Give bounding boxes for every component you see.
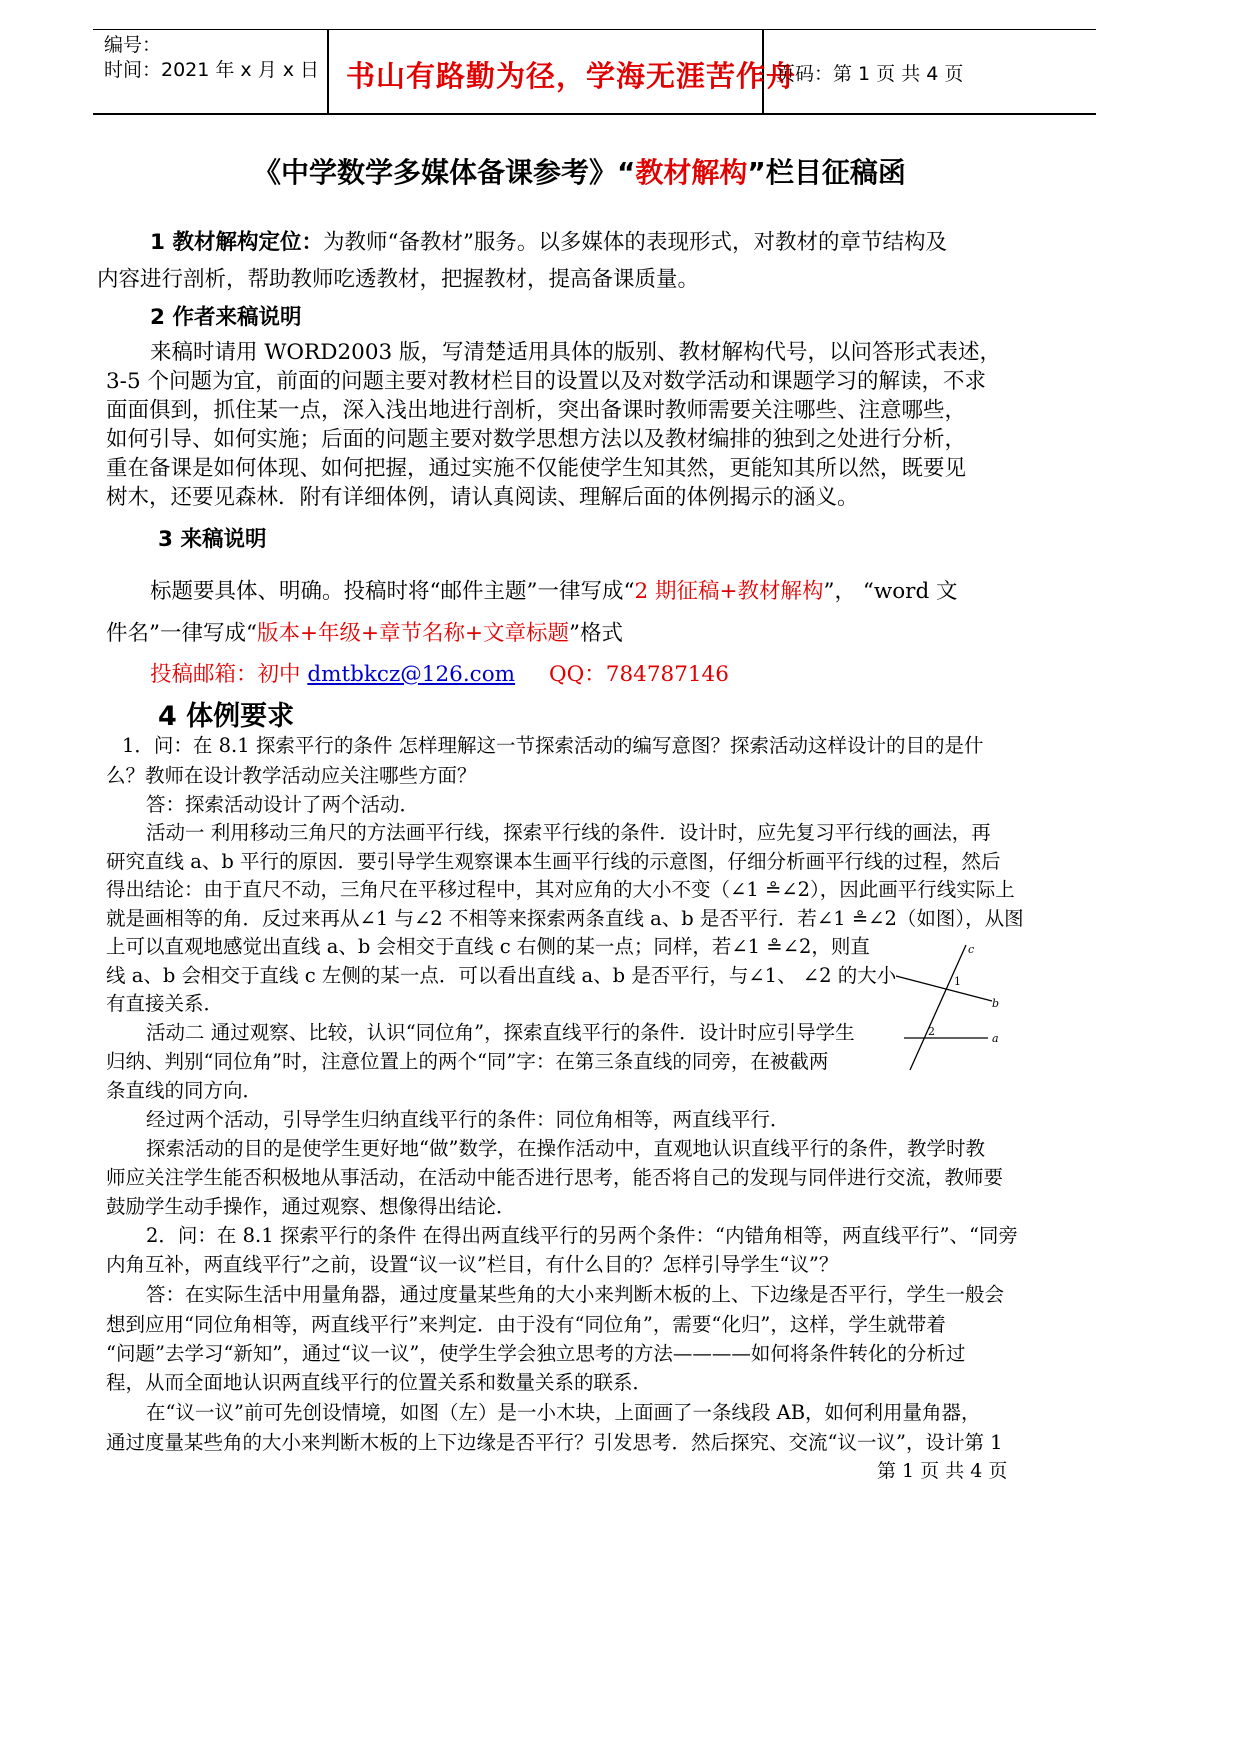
sec1-label: 1 教材解构定位： — [150, 230, 323, 255]
sec4-line: “问题”去学习“新知”，通过“议一议”，使学生学会独立思考的方法————如何将条件转化的分析过 — [106, 1342, 966, 1365]
header-top-rule — [93, 29, 1096, 30]
header-motto: 书山有路勤为径，学海无涯苦作舟 — [346, 59, 797, 93]
sec4-line: 线 a、b 会相交于直线 c 左侧的某一点．可以看出直线 a、b 是否平行，与∠1、 ∠2 的大小 — [106, 964, 897, 987]
sec4-line: 在“议一议”前可先创设情境，如图（左）是一小木块，上面画了一条线段 AB，如何利用量角器， — [146, 1401, 981, 1424]
sec4-heading: 4 体例要求 — [158, 701, 295, 732]
page-title — [253, 151, 906, 191]
sec4-line: 归纳、判别“同位角”时，注意位置上的两个“同”字：在第三条直线的同旁，在被截两 — [106, 1050, 829, 1073]
title-part1: 《中学数学多媒体备课参考》“ — [253, 156, 636, 189]
sec3-contact — [150, 658, 729, 692]
mail-label: 投稿邮箱：初中 — [150, 662, 308, 687]
header-divider-left — [327, 29, 329, 114]
sec4-line: 1．问：在 8.1 探索平行的条件 怎样理解这一节探索活动的编写意图？探索活动这样设计的目的是什 — [122, 734, 984, 757]
line-b — [896, 976, 992, 1001]
sec4-line: 上可以直观地感觉出直线 a、b 会相交于直线 c 右侧的某一点；同样，若∠1 ≗∠2，则直 — [106, 935, 870, 958]
sec3-l2b: 版本+年级+章节名称+文章标题 — [256, 621, 570, 646]
sec3-l2a: 件名”一律写成“ — [106, 621, 257, 646]
sec3-heading: 3 来稿说明 — [158, 527, 267, 552]
sec4-line: 内角互补，两直线平行”之前，设置“议一议”栏目，有什么目的？怎样引导学生“议”？ — [106, 1253, 839, 1276]
sec4-line: 经过两个活动，引导学生归纳直线平行的条件：同位角相等，两直线平行． — [146, 1108, 790, 1131]
sec2-line: 3-5 个问题为宜，前面的问题主要对教材栏目的设置以及对数学活动和课题学习的解读，不求 — [106, 369, 986, 394]
qq-number: QQ：784787146 — [549, 662, 729, 687]
sec2-line: 如何引导、如何实施；后面的问题主要对数学思想方法以及教材编排的独到之处进行分析， — [106, 427, 967, 452]
sec4-line: 活动二 通过观察、比较，认识“同位角”，探索直线平行的条件．设计时应引导学生 — [146, 1021, 855, 1044]
sec4-line: 鼓励学生动手操作，通过观察、想像得出结论． — [106, 1195, 516, 1218]
sec3-l2c: ”格式 — [569, 621, 624, 646]
sec2-line: 面面俱到，抓住某一点，深入浅出地进行剖析，突出备课时教师需要关注哪些、注意哪些， — [106, 398, 967, 423]
label-1: 1 — [954, 975, 961, 988]
sec4-line: 得出结论：由于直尺不动，三角尺在平移过程中，其对应角的大小不变（∠1 ≗∠2），因此画平行线实际上 — [106, 878, 1015, 901]
sec4-line: 答：在实际生活中用量角器，通过度量某些角的大小来判断木板的上、下边缘是否平行，学生一般会 — [146, 1283, 1005, 1306]
sec4-line: 研究直线 a、b 平行的原因．要引导学生观察课本生画平行线的示意图，仔细分析画平行线的过程，然后 — [106, 850, 1001, 873]
sec2-line: 树木，还要见森林．附有详细体例，请认真阅读、理解后面的体例揭示的涵义。 — [106, 485, 859, 510]
sec3-line1 — [150, 575, 958, 609]
sec4-line: 2．问：在 8.1 探索平行的条件 在得出两直线平行的另两个条件：“内错角相等，两直线平行”、“同旁 — [146, 1224, 1018, 1247]
title-part3: ”栏目征稿函 — [747, 156, 906, 189]
sec4-line: 程，从而全面地认识两直线平行的位置关系和数量关系的联系． — [106, 1371, 653, 1394]
sec3-l1a: 标题要具体、明确。投稿时将“邮件主题”一律写成“ — [150, 579, 635, 604]
sec1-line1 — [150, 226, 947, 260]
sec2-line: 来稿时请用 WORD2003 版，写清楚适用具体的版别、教材解构代号，以问答形式表述， — [150, 340, 1002, 365]
label-2: 2 — [928, 1025, 935, 1038]
sec4-line: 就是画相等的角．反过来再从∠1 与∠2 不相等来探索两条直线 a、b 是否平行．若∠1 ≗∠2（如图），从图 — [106, 907, 1024, 930]
sec4-line: 么？教师在设计教学活动应关注哪些方面？ — [106, 764, 477, 787]
header-page-number: 页码：第 1 页 共 4 页 — [776, 63, 964, 85]
sec4-line: 活动一 利用移动三角尺的方法画平行线，探索平行线的条件．设计时，应先复习平行线的画法，再 — [146, 821, 991, 844]
sec4-line: 师应关注学生能否积极地从事活动，在活动中能否进行思考，能否将自己的发现与同伴进行交流，教师要 — [106, 1166, 1004, 1189]
header-serial: 编号： — [104, 34, 162, 56]
sec1-text1: 为教师“备教材”服务。以多媒体的表现形式，对教材的章节结构及 — [322, 230, 947, 255]
sec4-line: 答：探索活动设计了两个活动． — [146, 793, 420, 816]
sec4-line: 探索活动的目的是使学生更好地“做”数学，在操作活动中，直观地认识直线平行的条件，教学时教 — [146, 1137, 985, 1160]
sec3-line2 — [106, 617, 623, 651]
parallel-lines-figure — [880, 935, 1030, 1075]
sec3-l1c: ”， “word 文 — [823, 579, 958, 604]
page-footer: 第 1 页 共 4 页 — [877, 1460, 1008, 1482]
sec4-line: 通过度量某些角的大小来判断木板的上下边缘是否平行？引发思考．然后探究、交流“议一议”，设计第 1 — [106, 1431, 1003, 1454]
title-highlight: 教材解构 — [635, 156, 748, 189]
label-b: b — [992, 997, 1000, 1010]
line-c — [910, 945, 966, 1070]
label-c: c — [968, 943, 975, 956]
sec1-line2: 内容进行剖析，帮助教师吃透教材，把握教材，提高备课质量。 — [97, 267, 700, 292]
sec2-line: 重在备课是如何体现、如何把握，通过实施不仅能使学生知其然，更能知其所以然，既要见 — [106, 456, 967, 481]
header-time: 时间：2021 年 x 月 x 日 — [104, 59, 320, 81]
label-a: a — [992, 1032, 999, 1045]
header-bottom-rule — [93, 113, 1096, 115]
sec2-heading: 2 作者来稿说明 — [150, 305, 302, 330]
sec4-line: 有直接关系． — [106, 992, 224, 1015]
sec4-line: 条直线的同方向． — [106, 1079, 263, 1102]
email-link[interactable]: dmtbkcz@126.com — [307, 662, 516, 687]
sec3-l1b: 2 期征稿+教材解构 — [634, 579, 824, 604]
sec4-line: 想到应用“同位角相等，两直线平行”来判定．由于没有“同位角”，需要“化归”，这样，学生就带着 — [106, 1313, 946, 1336]
